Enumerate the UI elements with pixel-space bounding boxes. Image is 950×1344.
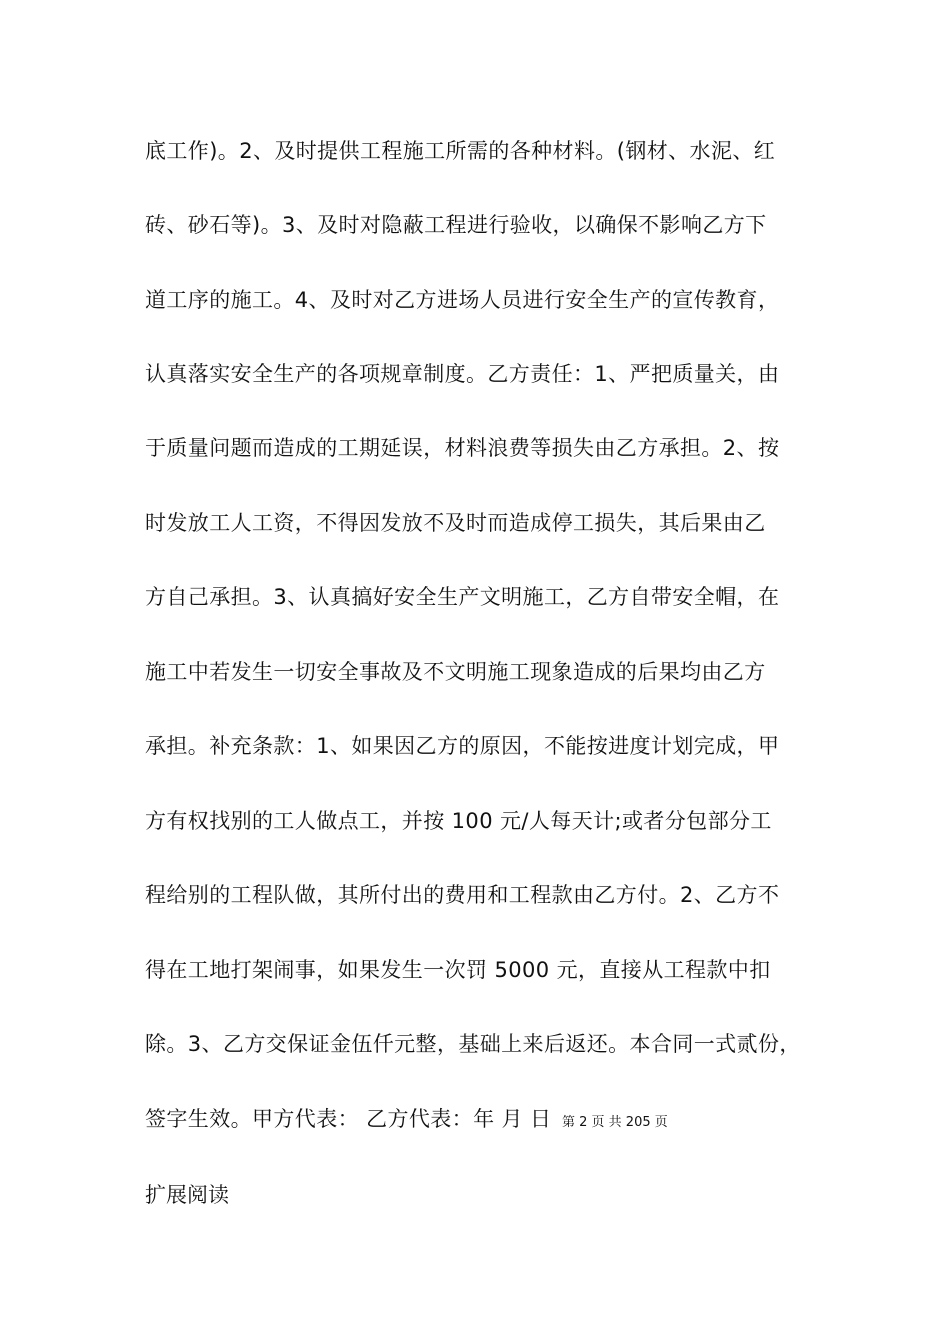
body-text-line: 承担。补充条款：1、如果因乙方的原因，不能按进度计划完成，甲 xyxy=(145,734,780,758)
body-text-line: 时发放工人工资，不得因发放不及时而造成停工损失，其后果由乙 xyxy=(145,511,766,535)
body-text-line: 得在工地打架闹事，如果发生一次罚 5000 元，直接从工程款中扣 xyxy=(145,958,771,982)
body-text-line: 道工序的施工。4、及时对乙方进场人员进行安全生产的宣传教育， xyxy=(145,288,780,312)
body-text-line: 认真落实安全生产的各项规章制度。乙方责任：1、严把质量关，由 xyxy=(145,362,780,386)
body-text-line: 程给别的工程队做，其所付出的费用和工程款由乙方付。2、乙方不 xyxy=(145,883,780,907)
body-text-line: 底工作)。2、及时提供工程施工所需的各种材料。(钢材、水泥、红 xyxy=(145,139,776,163)
body-text-line: 方自己承担。3、认真搞好安全生产文明施工，乙方自带安全帽，在 xyxy=(145,585,780,609)
body-text-line: 砖、砂石等)。3、及时对隐蔽工程进行验收，以确保不影响乙方下 xyxy=(145,213,767,237)
body-text-line: 签字生效。甲方代表： 乙方代表：年 月 日 xyxy=(145,1107,552,1131)
body-text-line: 方有权找别的工人做点工，并按 100 元/人每天计;或者分包部分工 xyxy=(145,809,772,833)
body-text-line: 施工中若发生一切安全事故及不文明施工现象造成的后果均由乙方 xyxy=(145,660,766,684)
body-text-line: 于质量问题而造成的工期延误，材料浪费等损失由乙方承担。2、按 xyxy=(145,436,780,460)
body-text-line: 除。3、乙方交保证金伍仟元整，基础上来后返还。本合同一式贰份， xyxy=(145,1032,801,1056)
extended-reading-heading: 扩展阅读 xyxy=(145,1183,229,1207)
page-number-footer: 第 2 页 共 205 页 xyxy=(562,1115,668,1130)
